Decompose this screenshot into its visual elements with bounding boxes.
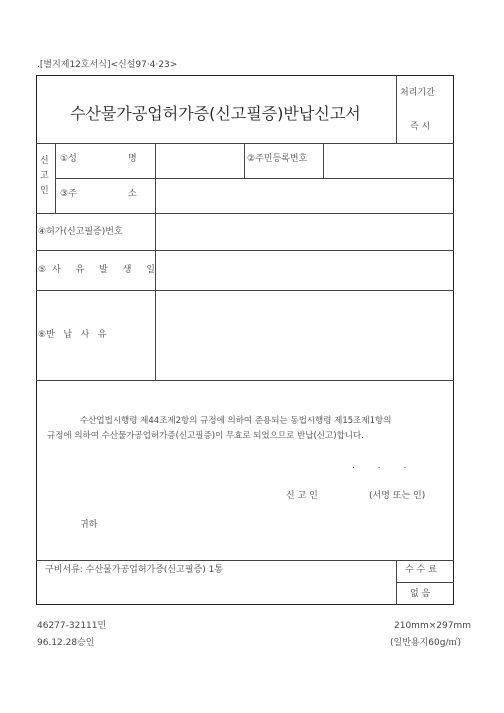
declaration-line-1: 수산업법시행령 제44조제2항의 규정에 의하여 준용되는 동법시행령 제15조제1항의 — [80, 416, 392, 426]
name-label: ①성 — [60, 154, 77, 164]
return-reason-label: ⑥반 납 사 유 — [38, 330, 107, 340]
divider — [155, 213, 156, 380]
divider — [323, 143, 324, 178]
divider — [36, 213, 454, 214]
declarant-label: 신 고 인 — [286, 491, 318, 501]
address-label: ③주 — [60, 189, 77, 199]
divider — [36, 290, 454, 291]
divider — [155, 143, 156, 213]
processing-period-label: 처리기간 — [400, 88, 435, 98]
divider — [396, 560, 397, 605]
permit-number-field[interactable] — [157, 216, 452, 248]
divider — [396, 75, 397, 143]
name-field[interactable] — [157, 146, 242, 176]
permit-number-label: ④허가(신고필증)번호 — [38, 227, 123, 237]
divider — [396, 582, 454, 583]
resident-number-label: ②주민등록번호 — [247, 154, 308, 164]
form-reference-note: .[별지제12호서식]<신설97·4·23> — [37, 60, 178, 70]
cause-date-field[interactable] — [157, 253, 452, 288]
signature-hint: (서명 또는 인) — [369, 491, 426, 501]
resident-number-field[interactable] — [325, 146, 452, 176]
address-field[interactable] — [157, 181, 452, 211]
address-label-suffix: 소 — [128, 189, 137, 199]
form-title: 수산물가공업허가증(신고필증)반납신고서 — [70, 104, 361, 123]
paper-type: (일반용지60g/㎡) — [390, 638, 461, 648]
addressee-label: 귀하 — [80, 520, 98, 530]
fee-value: 없 음 — [410, 589, 431, 599]
cause-date-label: ⑤사 유 발 생 일 — [38, 265, 161, 275]
approval-date: 96.12.28승인 — [37, 638, 95, 648]
divider — [36, 250, 454, 251]
required-documents-label: 구비서류: 수산물가공업허가증(신고필증) 1통 — [45, 565, 223, 575]
processing-period-value: 즉 시 — [410, 122, 431, 132]
fee-label: 수 수 료 — [405, 565, 437, 575]
divider — [36, 560, 454, 561]
divider — [55, 178, 454, 179]
return-reason-field[interactable] — [157, 293, 452, 378]
form-code: 46277-32111민 — [37, 621, 107, 631]
divider — [36, 380, 454, 381]
applicant-section-char: 신 — [40, 156, 49, 166]
name-label-suffix: 명 — [128, 154, 137, 164]
declarant-name-field[interactable] — [318, 486, 362, 502]
divider — [244, 143, 245, 178]
applicant-section-char: 인 — [40, 186, 49, 196]
applicant-section-char: 고 — [40, 171, 49, 181]
date-line: . . . — [352, 461, 407, 471]
declaration-line-2: 규정에 의하여 수산물가공업허가증(신고필증)이 무효로 되었으므로 반납(신고)합니다. — [47, 431, 364, 441]
paper-size: 210mm×297mm — [394, 621, 471, 631]
divider — [55, 143, 56, 213]
divider — [36, 143, 454, 144]
